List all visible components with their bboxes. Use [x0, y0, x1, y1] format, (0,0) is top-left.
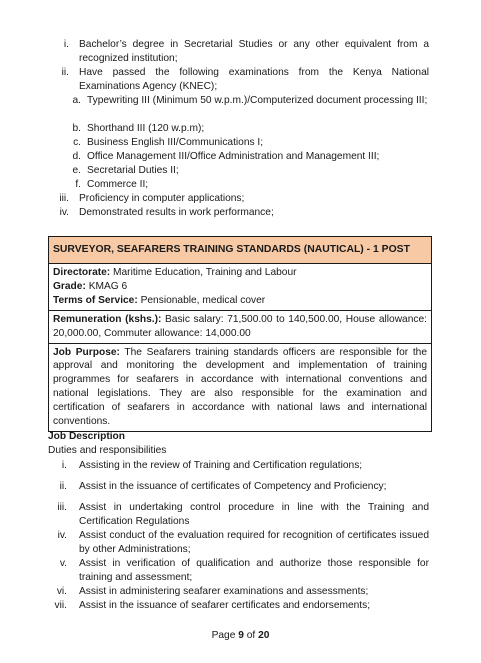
list-item-letter: f. [75, 179, 81, 190]
list-item [52, 501, 429, 528]
job-purpose-text: The Seafarers training standards officers are responsible for the approval and monitoring the development and implementation of training programmes for seafarers in accordance with international conventions and national legislations. They are also responsible for the examination and certification of seafarers in accordance with national laws and international conventions. [53, 346, 427, 428]
current-page-number: 9 [238, 630, 244, 641]
remuneration-value: Basic salary: 71,500.00 to 140,500.00, House allowance: 20,000.00, Commuter allowance: 14,000.00 [53, 313, 427, 339]
list-item [52, 585, 429, 599]
directorate-label: Directorate: [53, 267, 111, 278]
list-item-number: iv. [59, 207, 69, 218]
list-item [52, 599, 429, 613]
list-subitem [68, 164, 429, 178]
list-subitem [68, 178, 429, 192]
terms-label: Terms of Service: [53, 294, 138, 306]
list-item-text: Proficiency in computer applications; [79, 193, 245, 204]
list-item [52, 38, 429, 65]
page-word: Page [211, 630, 236, 641]
list-item-number: iii. [59, 193, 69, 204]
list-item-text: Typewriting III (Minimum 50 w.p.m.)/Computerized document processing III; [87, 95, 428, 106]
remuneration-section [49, 310, 431, 343]
list-subitem [68, 94, 429, 108]
list-item-letter: a. [72, 95, 81, 106]
list-item [52, 529, 429, 556]
list-item-text: Assist in the issuance of certificates of Competency and Proficiency; [79, 481, 387, 492]
list-item-number: ii. [59, 481, 67, 492]
list-item [52, 480, 429, 494]
directorate-value: Maritime Education, Training and Labour [113, 267, 297, 278]
total-page-count: 20 [258, 630, 270, 641]
list-item-text: Assist in administering seafarer examinations and assessments; [79, 586, 369, 597]
grade-label: Grade: [53, 280, 86, 292]
list-item-letter: b. [72, 123, 81, 134]
terms-line [53, 294, 427, 308]
list-item-text: Shorthand III (120 w.p.m); [87, 123, 205, 134]
grade-value: KMAG 6 [88, 280, 128, 292]
remuneration-label: Remuneration (kshs.): [53, 313, 162, 325]
list-item-number: ii. [61, 67, 69, 78]
list-item-letter: d. [72, 151, 81, 162]
post-details-box [48, 236, 432, 432]
list-item [52, 66, 429, 93]
list-item-number: iv. [57, 530, 67, 541]
list-item-number: vii. [54, 600, 67, 611]
list-subitem [68, 136, 429, 150]
post-title: SURVEYOR, SEAFARERS TRAINING STANDARDS (NAUTICAL) - 1 POST [49, 237, 431, 264]
job-purpose-label: Job Purpose: [53, 346, 120, 358]
list-item [52, 192, 429, 206]
list-item-text: Assist in undertaking control procedure in line with the Training and Certification Regulations [79, 502, 429, 527]
list-item-text: Assist in the issuance of seafarer certificates and endorsements; [79, 600, 371, 611]
list-item [52, 459, 429, 473]
list-item-text: Have passed the following examinations from the Kenya National Examinations Agency (KNEC); [79, 67, 429, 92]
directorate-line [53, 266, 427, 280]
list-item-text: Office Management III/Office Administration and Management III; [87, 151, 380, 162]
list-item-text: Business English III/Communications I; [87, 137, 264, 148]
job-description-heading: Job Description [48, 431, 125, 442]
of-word: of [246, 630, 256, 641]
list-item-number: iii. [57, 502, 67, 513]
post-meta-section [49, 264, 431, 310]
terms-value: Pensionable, medical cover [140, 294, 266, 306]
job-purpose-section [49, 343, 431, 431]
list-item-text: Assisting in the review of Training and Certification regulations; [79, 460, 363, 471]
list-subitem [68, 122, 429, 136]
list-subitem [68, 150, 429, 164]
list-item-letter: c. [73, 137, 81, 148]
list-item-number: i. [63, 39, 69, 50]
list-item-text: Secretarial Duties II; [87, 165, 179, 176]
list-item-number: v. [59, 558, 67, 569]
list-item-text: Commerce II; [87, 179, 149, 190]
duties-subheading: Duties and responsibilities [48, 445, 167, 456]
list-item-text: Assist in verification of qualification and authorize those responsible for training and assessment; [79, 558, 429, 583]
grade-line [53, 280, 427, 294]
list-item-letter: e. [72, 165, 81, 176]
list-item-text: Demonstrated results in work performance; [79, 207, 274, 218]
list-item-number: i. [61, 460, 67, 471]
list-item [52, 206, 429, 220]
list-item [52, 557, 429, 584]
list-item-text: Assist conduct of the evaluation required for recognition of certificates issued by other Administrations; [79, 530, 429, 555]
list-item-number: vi. [56, 586, 67, 597]
page-footer [0, 629, 481, 643]
list-item-text: Bachelor’s degree in Secretarial Studies or any other equivalent from a recognized institution; [79, 39, 429, 64]
